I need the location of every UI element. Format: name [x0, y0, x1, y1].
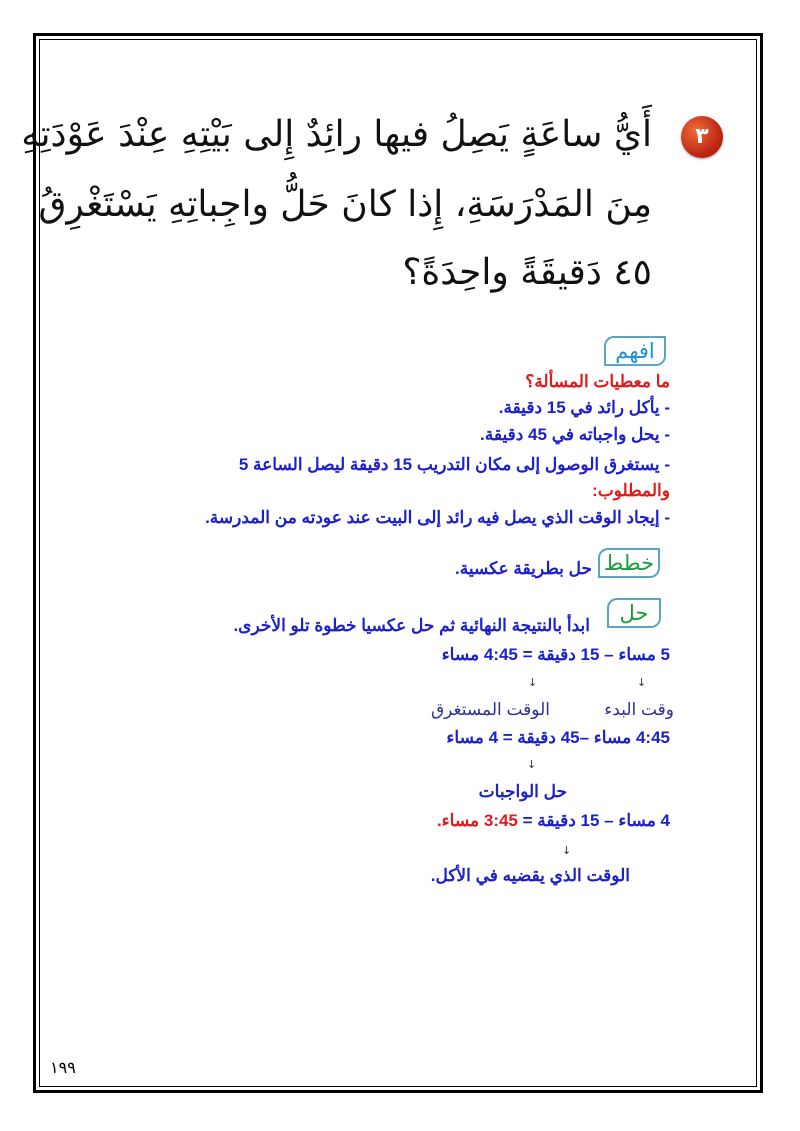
down-arrow-icon: ↓: [637, 676, 647, 689]
givens-heading: ما معطيات المسألة؟: [525, 372, 670, 391]
given-item-1: - يأكل رائد في 15 دقيقة.: [498, 398, 670, 417]
label-homework: حل الواجبات: [478, 782, 567, 801]
plan-tag: خطط: [598, 548, 660, 578]
required-item: - إيجاد الوقت الذي يصل فيه رائد إلى البيت عند عودته من المدرسة.: [205, 508, 670, 527]
down-arrow-icon: ↓: [527, 758, 537, 771]
solve-step-1: 5 مساء – 15 دقيقة = 4:45 مساء: [441, 645, 670, 664]
page-number: ١٩٩: [50, 1058, 76, 1077]
solve-step-3: [437, 811, 670, 831]
plan-text: حل بطريقة عكسية.: [455, 559, 592, 578]
down-arrow-icon: ↓: [528, 676, 538, 689]
down-arrow-icon: ↓: [562, 844, 572, 857]
final-answer: 3:45 مساء.: [436, 811, 518, 830]
required-heading: والمطلوب:: [592, 481, 670, 500]
problem-line-3: ٤٥ دَقيقَةً واحِدَةً؟: [402, 252, 652, 293]
given-item-2: - يحل واجباته في 45 دقيقة.: [480, 425, 670, 444]
given-item-3: - يستغرق الوصول إلى مكان التدريب 15 دقيقة ليصل الساعة 5: [238, 455, 670, 474]
solve-step-3-prefix: 4 مساء – 15 دقيقة =: [517, 811, 670, 830]
understand-tag: افهم: [604, 336, 666, 366]
solve-intro: ابدأ بالنتيجة النهائية ثم حل عكسيا خطوة تلو الأخرى.: [233, 616, 590, 635]
label-eating-time: الوقت الذي يقضيه في الأكل.: [430, 866, 630, 885]
solve-tag: حل: [607, 598, 661, 628]
problem-line-2: مِنَ المَدْرَسَةِ، إِذا كانَ حَلُّ واجِباتِهِ يَسْتَغْرِقُ: [38, 184, 652, 225]
problem-line-1: أَيُّ ساعَةٍ يَصِلُ فيها رائِدٌ إِلى بَيْتِهِ عِنْدَ عَوْدَتِهِ: [21, 114, 652, 155]
problem-number-badge: ٣: [681, 116, 723, 158]
label-start-time: وقت البدء: [604, 700, 674, 719]
solve-step-2: 4:45 مساء –45 دقيقة = 4 مساء: [446, 728, 670, 747]
label-elapsed-time: الوقت المستغرق: [430, 700, 550, 719]
